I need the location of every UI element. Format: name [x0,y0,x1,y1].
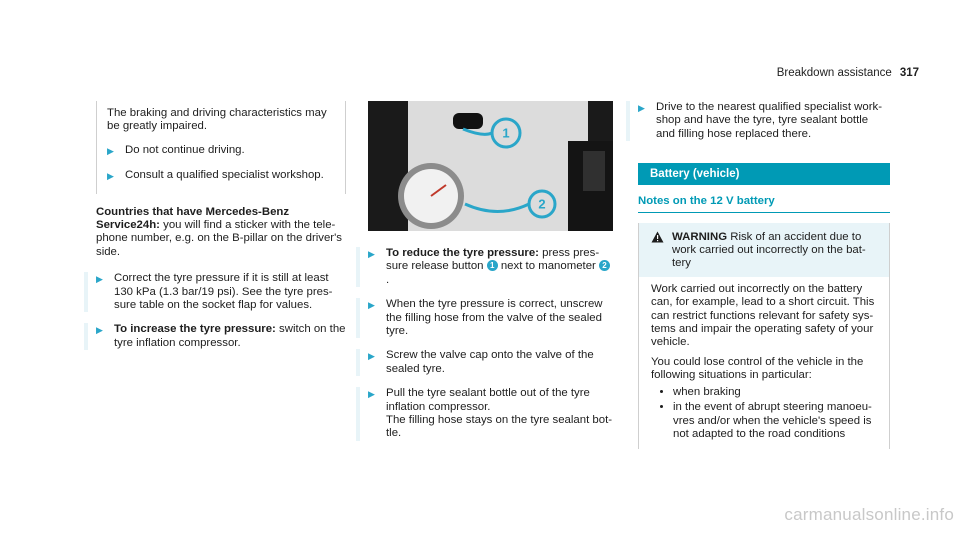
step-label: To increase the tyre pressure: [114,323,276,336]
countries-text: you will find a sticker with the tele-phone number, e.g. on the B-pillar on the driver's side. [96,219,342,258]
step-arrow-icon: ▶ [368,351,375,362]
warning-paragraph: You could lose control of the vehicle in the following situations in particular: [651,355,864,382]
step-text [114,323,346,350]
step-body: press pres-sure release button [386,247,600,273]
warning-header [639,223,889,277]
step-arrow-icon: ▶ [368,389,375,400]
step-arrow-icon: ▶ [107,145,114,156]
step-body: Pull the tyre sealant bottle out of the tyre inflation compressor. [386,387,590,413]
section-heading: Battery (vehicle) [638,163,890,185]
list-item: • when braking [673,386,879,399]
watermark: carmanualsonline.info [784,504,954,524]
warning-box [638,223,890,450]
compressor-illustration [368,101,613,231]
warning-text [672,231,879,271]
step-item [356,387,613,441]
callout-badge-1: 1 [487,260,498,271]
column-1 [96,101,346,361]
step-item [356,247,613,287]
step-item [107,144,335,158]
callout-2: 2 [538,196,546,212]
step-arrow-icon: ▶ [107,171,114,182]
step-text: When the tyre pressure is correct, unscrew the filling hose from the valve of the sealed tyre. [386,298,603,338]
page-header [777,67,919,80]
step-body: . [386,273,390,286]
impairment-note-box [96,101,346,194]
callout-1: 1 [502,125,510,141]
step-label: To reduce the tyre pressure: [386,247,539,259]
step-text: Screw the valve cap onto the valve of the sealed tyre. [386,349,594,375]
step-item [84,323,346,350]
warning-list [651,386,879,442]
warning-triangle-icon [651,231,664,271]
page-number: 317 [899,67,919,79]
step-arrow-icon: ▶ [96,274,103,285]
subsection-heading: Notes on the 12 V battery [638,191,890,212]
warning-label: WARNING [672,230,728,243]
step-item [107,169,335,183]
column-2 [368,101,613,452]
step-body: The filling hose stays on the tyre sealant bot-tle. [386,414,613,440]
step-text: Consult a qualified specialist workshop. [125,169,324,182]
step-body: next to manometer [497,260,599,273]
step-arrow-icon: ▶ [638,103,645,113]
callout-badge-2: 2 [599,260,610,271]
list-item: • in the event of abrupt steering manoeu-vres and/or when the vehicle's speed is not adapted to the road conditions [673,401,879,441]
step-arrow-icon: ▶ [368,249,375,259]
countries-paragraph [96,206,346,260]
warning-paragraph: Work carried out incorrectly on the battery can, for example, lead to a short circuit. This can restrict functions relevant for safety sys-tems and impair the operating safety of your vehicle. [651,282,875,349]
step-arrow-icon: ▶ [368,300,375,311]
step-text: Drive to the nearest qualified specialist work-shop and have the tyre, tyre sealant bottle and filling hose replaced there. [656,101,883,140]
section-title: Breakdown assistance [776,67,892,79]
warning-message: Risk of an accident due to work carried out incorrectly on the bat-tery [672,230,866,270]
step-item [356,298,613,338]
step-text: Correct the tyre pressure if it is still at least 130 kPa (1.3 bar/19 psi). See the tyre pres-sure table on the socket flap for values. [114,272,333,312]
step-text [386,387,613,441]
step-text: Do not continue driving. [125,143,245,156]
compressor-photo [368,101,613,231]
column-3 [638,101,890,449]
step-text [386,247,613,287]
step-item [84,272,346,312]
warning-body [639,277,889,449]
step-item [626,101,890,141]
step-arrow-icon: ▶ [96,325,103,336]
countries-title: Countries that have Mercedes-Benz Service24h: [96,205,290,232]
step-body: switch on the tyre inflation compressor. [114,323,346,349]
step-item [356,349,613,376]
impairment-note: The braking and driving characteristics may be greatly impaired. [107,107,327,133]
